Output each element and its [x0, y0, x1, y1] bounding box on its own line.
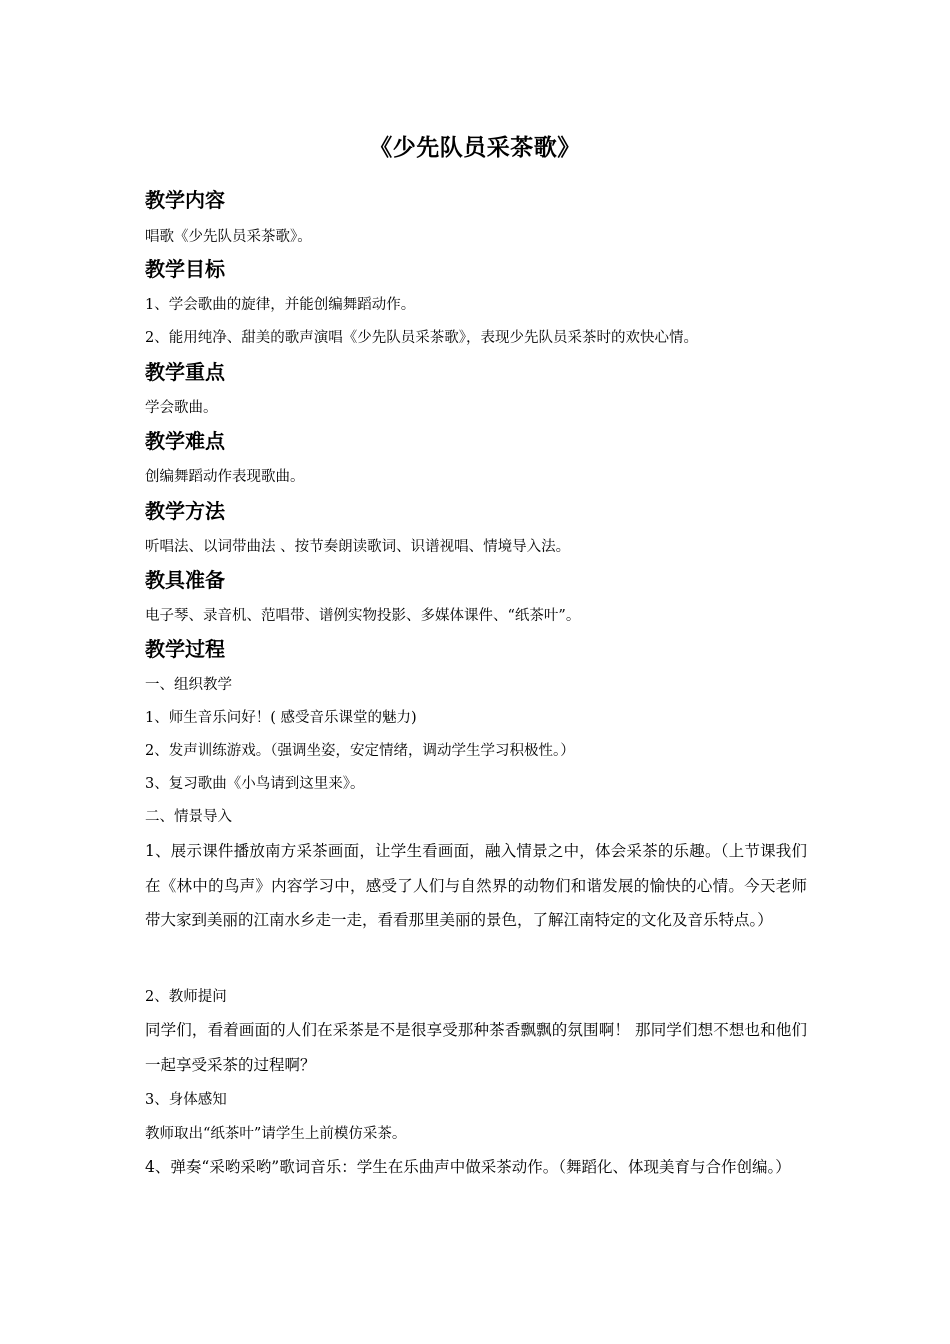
heading-teaching-goals: 教学目标 [145, 257, 225, 281]
content-line-1: 唱歌《少先队员采茶歌》。 [145, 229, 312, 245]
process-line-4: 3、复习歌曲《小鸟请到这里来》。 [145, 776, 365, 792]
process-paragraph-music: 4、弹奏“采哟采哟”歌词音乐：学生在乐曲声中做采茶动作。（舞蹈化、体现美育与合作创编。） [145, 1158, 791, 1176]
heading-teaching-process: 教学过程 [145, 637, 225, 661]
goals-line-1: 1、学会歌曲的旋律，并能创编舞蹈动作。 [145, 297, 416, 313]
methods-line-1: 听唱法、以词带曲法 、按节奏朗读歌词、识谱视唱、情境导入法。 [145, 539, 571, 555]
heading-teaching-materials: 教具准备 [145, 568, 225, 592]
heading-teaching-focus: 教学重点 [145, 360, 225, 384]
process-line-paper-tea: 教师取出“纸茶叶”请学生上前模仿采茶。 [145, 1126, 407, 1142]
focus-line-1: 学会歌曲。 [145, 400, 218, 416]
materials-line-1: 电子琴、录音机、范唱带、谱例实物投影、多媒体课件、“纸茶叶”。 [145, 608, 581, 624]
process-paragraph-scene-intro: 1、展示课件播放南方采茶画面，让学生看画面，融入情景之中，体会采茶的乐趣。（上节课我们在《林中的鸟声》内容学习中，感受了人们与自然界的动物们和谐发展的愉快的心情。今天老师带大家到美丽的江南水乡走一走，看看那里美丽的景色，了解江南特定的文化及音乐特点。） [145, 842, 807, 929]
difficulty-line-1: 创编舞蹈动作表现歌曲。 [145, 469, 305, 485]
process-line-5: 二、情景导入 [145, 809, 232, 825]
process-paragraph-question: 同学们，看着画面的人们在采茶是不是很享受那种茶香飘飘的氛围啊！ 那同学们想不想也和他们一起享受采茶的过程啊？ [145, 1021, 807, 1074]
goals-line-2: 2、能用纯净、甜美的歌声演唱《少先队员采茶歌》，表现少先队员采茶时的欢快心情。 [145, 330, 698, 346]
process-line-2: 1、师生音乐问好！( 感受音乐课堂的魅力) [145, 710, 417, 726]
process-line-1: 一、组织教学 [145, 677, 232, 693]
process-line-teacher-question: 2、教师提问 [145, 989, 227, 1005]
document-title: 《少先队员采茶歌》 [369, 135, 581, 161]
heading-teaching-difficulty: 教学难点 [145, 429, 225, 453]
process-line-body-perception: 3、身体感知 [145, 1092, 227, 1108]
heading-teaching-content: 教学内容 [145, 188, 225, 212]
heading-teaching-methods: 教学方法 [145, 499, 225, 523]
process-line-3: 2、发声训练游戏。（强调坐姿，安定情绪，调动学生学习积极性。） [145, 743, 575, 759]
